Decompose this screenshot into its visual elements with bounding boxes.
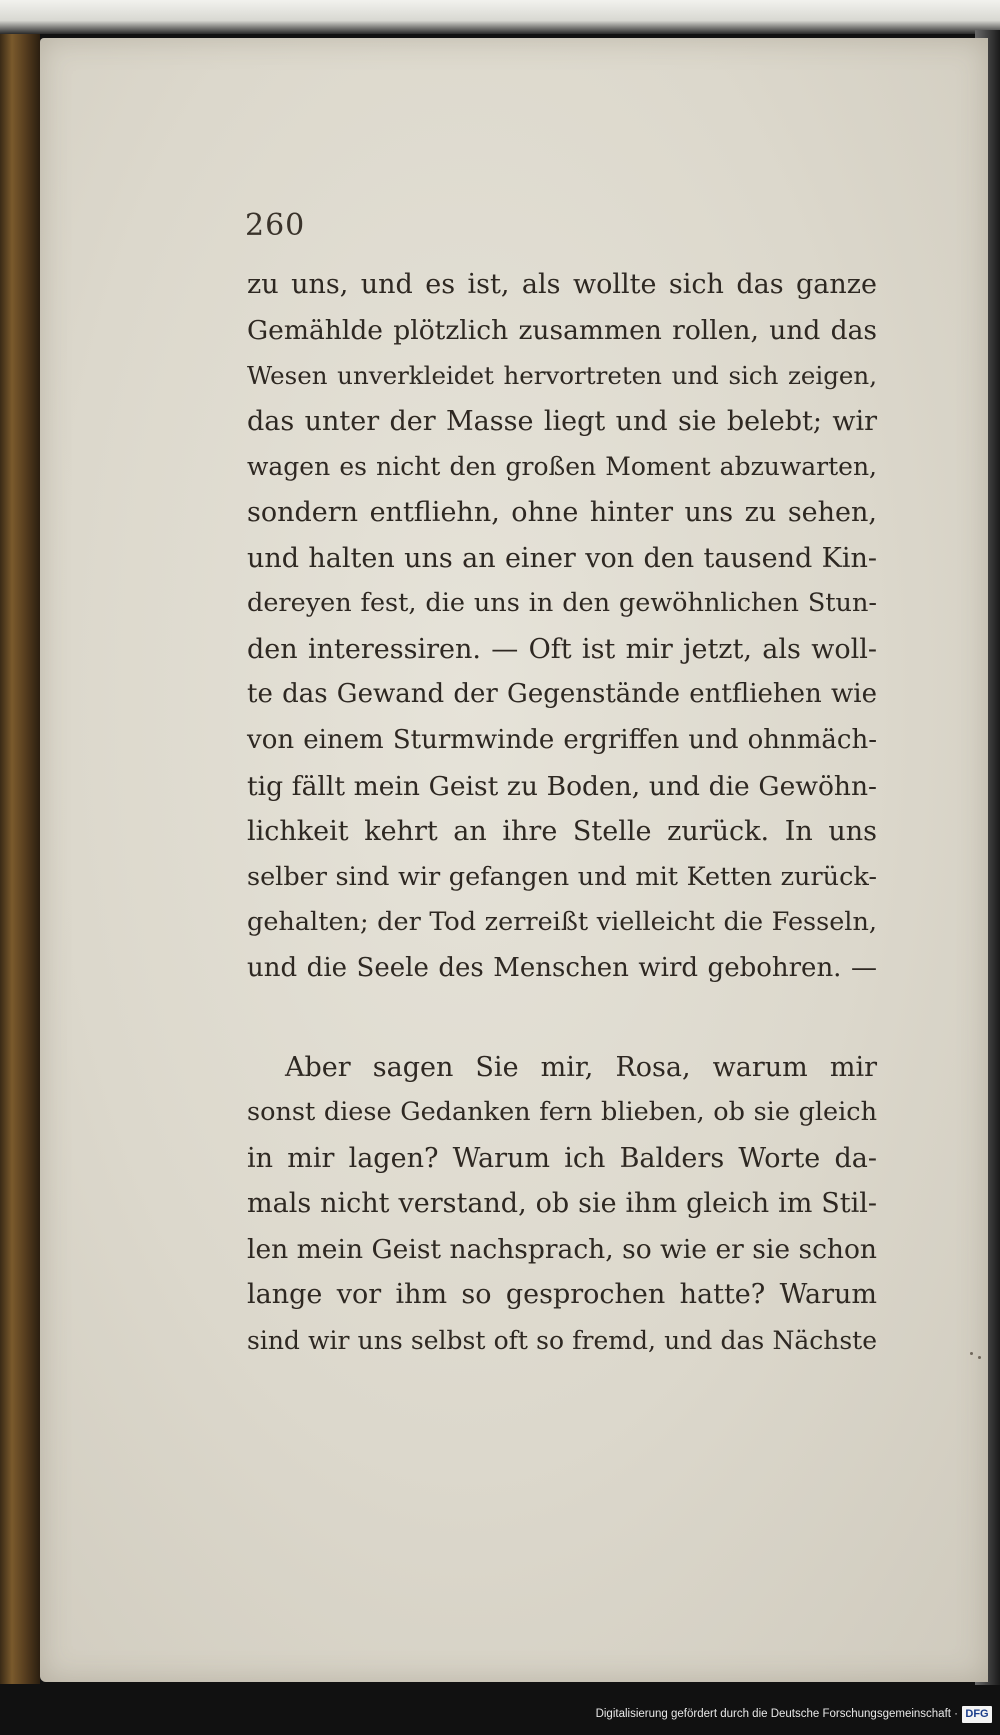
text-line: zu uns, und es ist, als wollte sich das ganze (247, 269, 877, 300)
text-line: Aber sagen Sie mir, Rosa, warum mir (285, 1051, 877, 1083)
text-line: tig fällt mein Geist zu Boden, und die Gewöhn- (247, 770, 877, 802)
text-line: sondern entfliehn, ohne hinter uns zu sehen, (247, 496, 877, 528)
scanner-top-strip (0, 0, 1000, 34)
paper-speck (978, 1356, 981, 1359)
text-line: sind wir uns selbst oft so fremd, und das Nächste (247, 1326, 877, 1356)
paper-speck (970, 1352, 973, 1355)
text-line: und halten uns an einer von den tausend Kin- (247, 542, 877, 574)
text-line: sonst diese Gedanken fern blieben, ob sie gleich (247, 1097, 877, 1128)
digitization-footer (0, 1697, 1000, 1735)
text-line: Gemählde plötzlich zusammen rollen, und das (247, 314, 877, 346)
dfg-logo-icon: DFG (962, 1706, 992, 1723)
text-line: mals nicht verstand, ob sie ihm gleich im Stil- (247, 1188, 877, 1220)
text-line: te das Gewand der Gegenstände entfliehen wie (247, 679, 877, 710)
text-line: selber sind wir gefangen und mit Ketten zurück- (247, 861, 877, 892)
paragraph-break (247, 992, 877, 1045)
text-line: dereyen fest, die uns in den gewöhnlichen Stun- (247, 588, 877, 619)
text-line: lichkeit kehrt an ihre Stelle zurück. In uns (247, 816, 877, 848)
text-line: das unter der Masse liegt und sie belebt; wir (247, 405, 877, 437)
funding-credit: Digitalisierung gefördert durch die Deutsche Forschungsgemeinschaft · (595, 1708, 958, 1720)
text-line: Wesen unverkleidet hervortreten und sich zeigen, (247, 361, 877, 391)
text-line: von einem Sturmwinde ergriffen und ohnmäch- (247, 724, 877, 755)
text-line: den interessiren. — Oft ist mir jetzt, als woll- (247, 633, 877, 665)
text-line: in mir lagen? Warum ich Balders Worte da- (247, 1142, 877, 1174)
body-text (247, 262, 877, 1364)
text-line: lange vor ihm so gesprochen hatte? Warum (247, 1279, 877, 1311)
page-number: 260 (245, 208, 306, 243)
text-line: wagen es nicht den großen Moment abzuwarten, (247, 452, 877, 482)
text-line: gehalten; der Tod zerreißt vielleicht die Fesseln, (247, 907, 877, 938)
text-line: len mein Geist nachsprach, so wie er sie schon (247, 1233, 877, 1265)
text-line: und die Seele des Menschen wird gebohren. — (247, 952, 877, 983)
book-spine-edge (0, 34, 40, 1684)
